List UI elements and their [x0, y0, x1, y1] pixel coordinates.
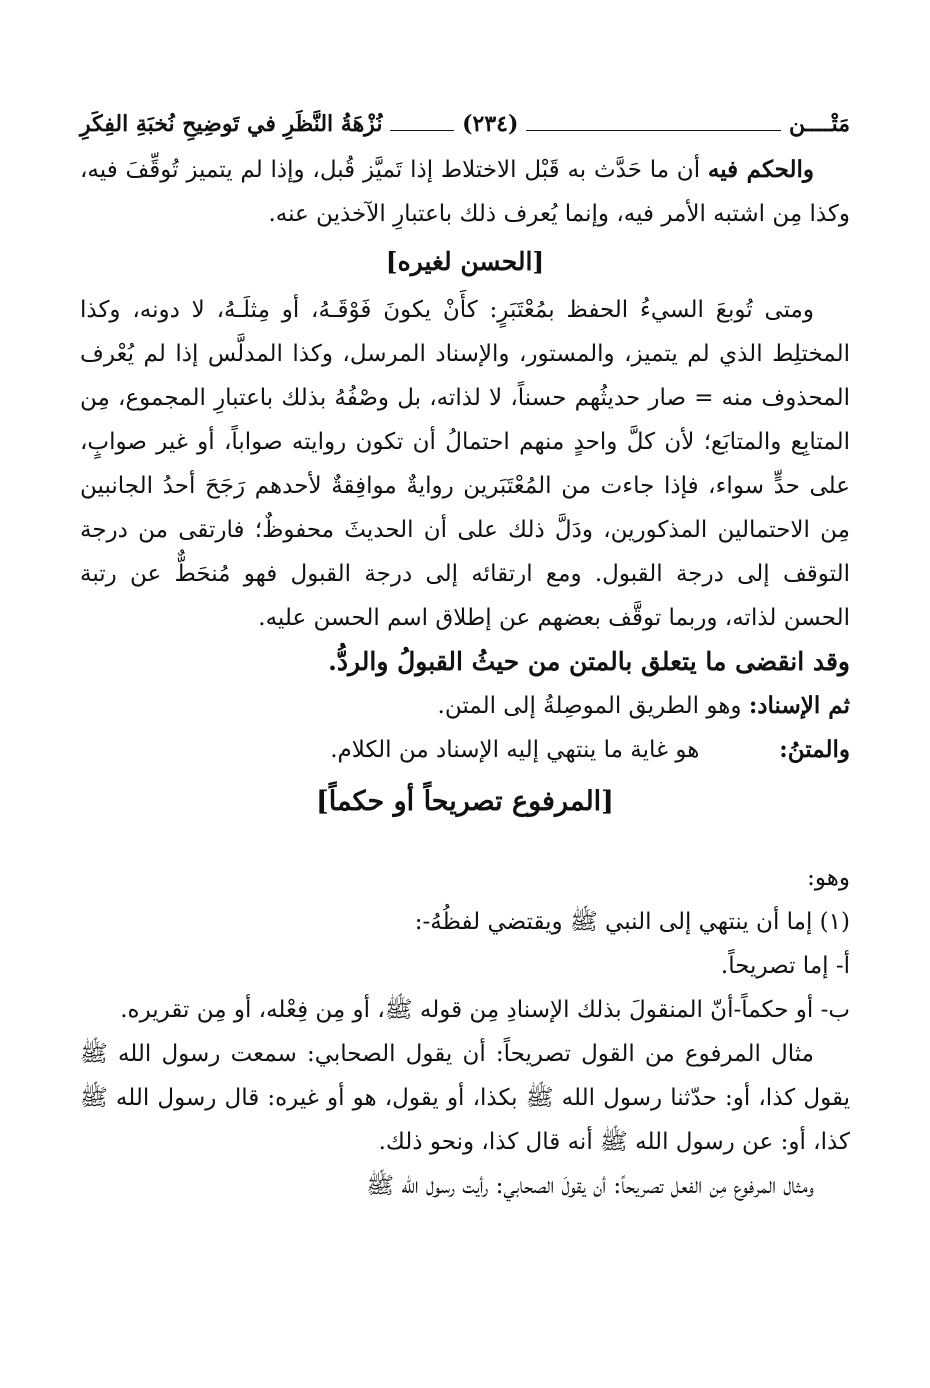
paragraph-ruling: [80, 148, 850, 236]
section-heading-marfu: [المرفوع تصريحاً أو حكماً]: [316, 786, 614, 817]
list-intro: وهو:: [807, 865, 850, 891]
section-heading-hasan: [الحسن لغيره]: [385, 247, 545, 276]
paragraph-example-qawl: مثال المرفوع من القول تصريحاً: أن يقول الصحابي: سمعت رسول الله ﷺ يقول كذا، أو: حدّثنا رسول الله ﷺ بكذا، أو يقول، هو أو غيره: قال رسول الله ﷺ كذا، أو: عن رسول الله ﷺ أنه قال كذا، ونحو ذلك.: [80, 1041, 850, 1155]
list-item-1: (١) إما أن ينتهي إلى النبي ﷺ ويقتضي لفظُهُ-:: [414, 909, 850, 935]
book-title: نُزْهَةُ النَّظَرِ في تَوضِيحِ نُخبَةِ الفِكَرِ: [80, 111, 383, 137]
definition-text: هو غاية ما ينتهي إليه الإسناد من الكلام.: [330, 737, 700, 763]
section-label: مَتْــــن: [789, 111, 850, 137]
paragraph-hasan: ومتى تُوبعَ السيءُ الحفظ بمُعْتَبَرٍ: كأَنْ يكونَ فَوْقَـهُ، أو مِثلَـهُ، لا دونه، وكذا المختلِط الذي لم يتميز، والمستور، والإسناد المرسل، وكذا المدلَّس إذا لم يُعْرف المحذوف منه = صار حديثُهم حسناً، لا لذاته، بل وصْفُهُ بذلك باعتبارِ المجموع، مِن المتابِع والمتابَع؛ لأن كلَّ واحدٍ منهم احتمالُ أن تكون روايته صواباً، أو غير صوابٍ، على حدٍّ سواء، فإذا جاءت من المُعْتَبَرين روايةٌ موافِقةٌ لأحدهم رَجَحَ أحدُ الجانبين مِن الاحتمالين المذكورين، ودَلَّ ذلك على أن الحديثَ محفوظٌ؛ فارتقى من درجة التوقف إلى درجة القبول. ومع ارتقائه إلى درجة القبول فهو مُنحَطٌّ عن رتبة الحسن لذاته، وربما توقَّف بعضهم عن إطلاق اسم الحسن عليه.: [80, 297, 851, 631]
paragraph-example-fil: ومثال المرفوع مِن الفعل تصريحاً: أن يقولَ الصحابي: رأيت رسول الله ﷺ: [366, 1173, 814, 1199]
list-item-a: أ- إما تصريحاً.: [720, 953, 850, 979]
definition-matn: [80, 728, 850, 772]
definition-text: وهو الطريق الموصِلةُ إلى المتن.: [437, 693, 742, 719]
ruling-lead: والحكم فيه: [707, 156, 814, 183]
header-rule: [526, 130, 781, 131]
running-header: [80, 104, 850, 144]
page-number: (٢٣٤): [462, 111, 519, 137]
ruling-text: أن ما حَدَّث به قَبْل الاختلاط إذا تَميَّز قُبل، وإذا لم يتميز تُوقِّفَ فيه، وكذا مِن اشتبه الأمر فيه، وإنما يُعرف ذلك باعتبارِ الآخذين عنه.: [80, 157, 850, 227]
page-body: [80, 148, 850, 1208]
concluding-line: وقد انقضى ما يتعلق بالمتن من حيثُ القبولُ والردُّ.: [328, 647, 850, 676]
header-rule: [390, 130, 454, 131]
definition-isnad: [80, 684, 850, 728]
list-item-b: ب- أو حكماً-أنّ المنقولَ بذلك الإسنادِ مِن قوله ﷺ، أو مِن فِعْله، أو مِن تقريره.: [120, 997, 850, 1023]
definition-label: والمتنُ:: [779, 736, 850, 763]
definition-label: ثم الإسناد:: [748, 692, 850, 719]
